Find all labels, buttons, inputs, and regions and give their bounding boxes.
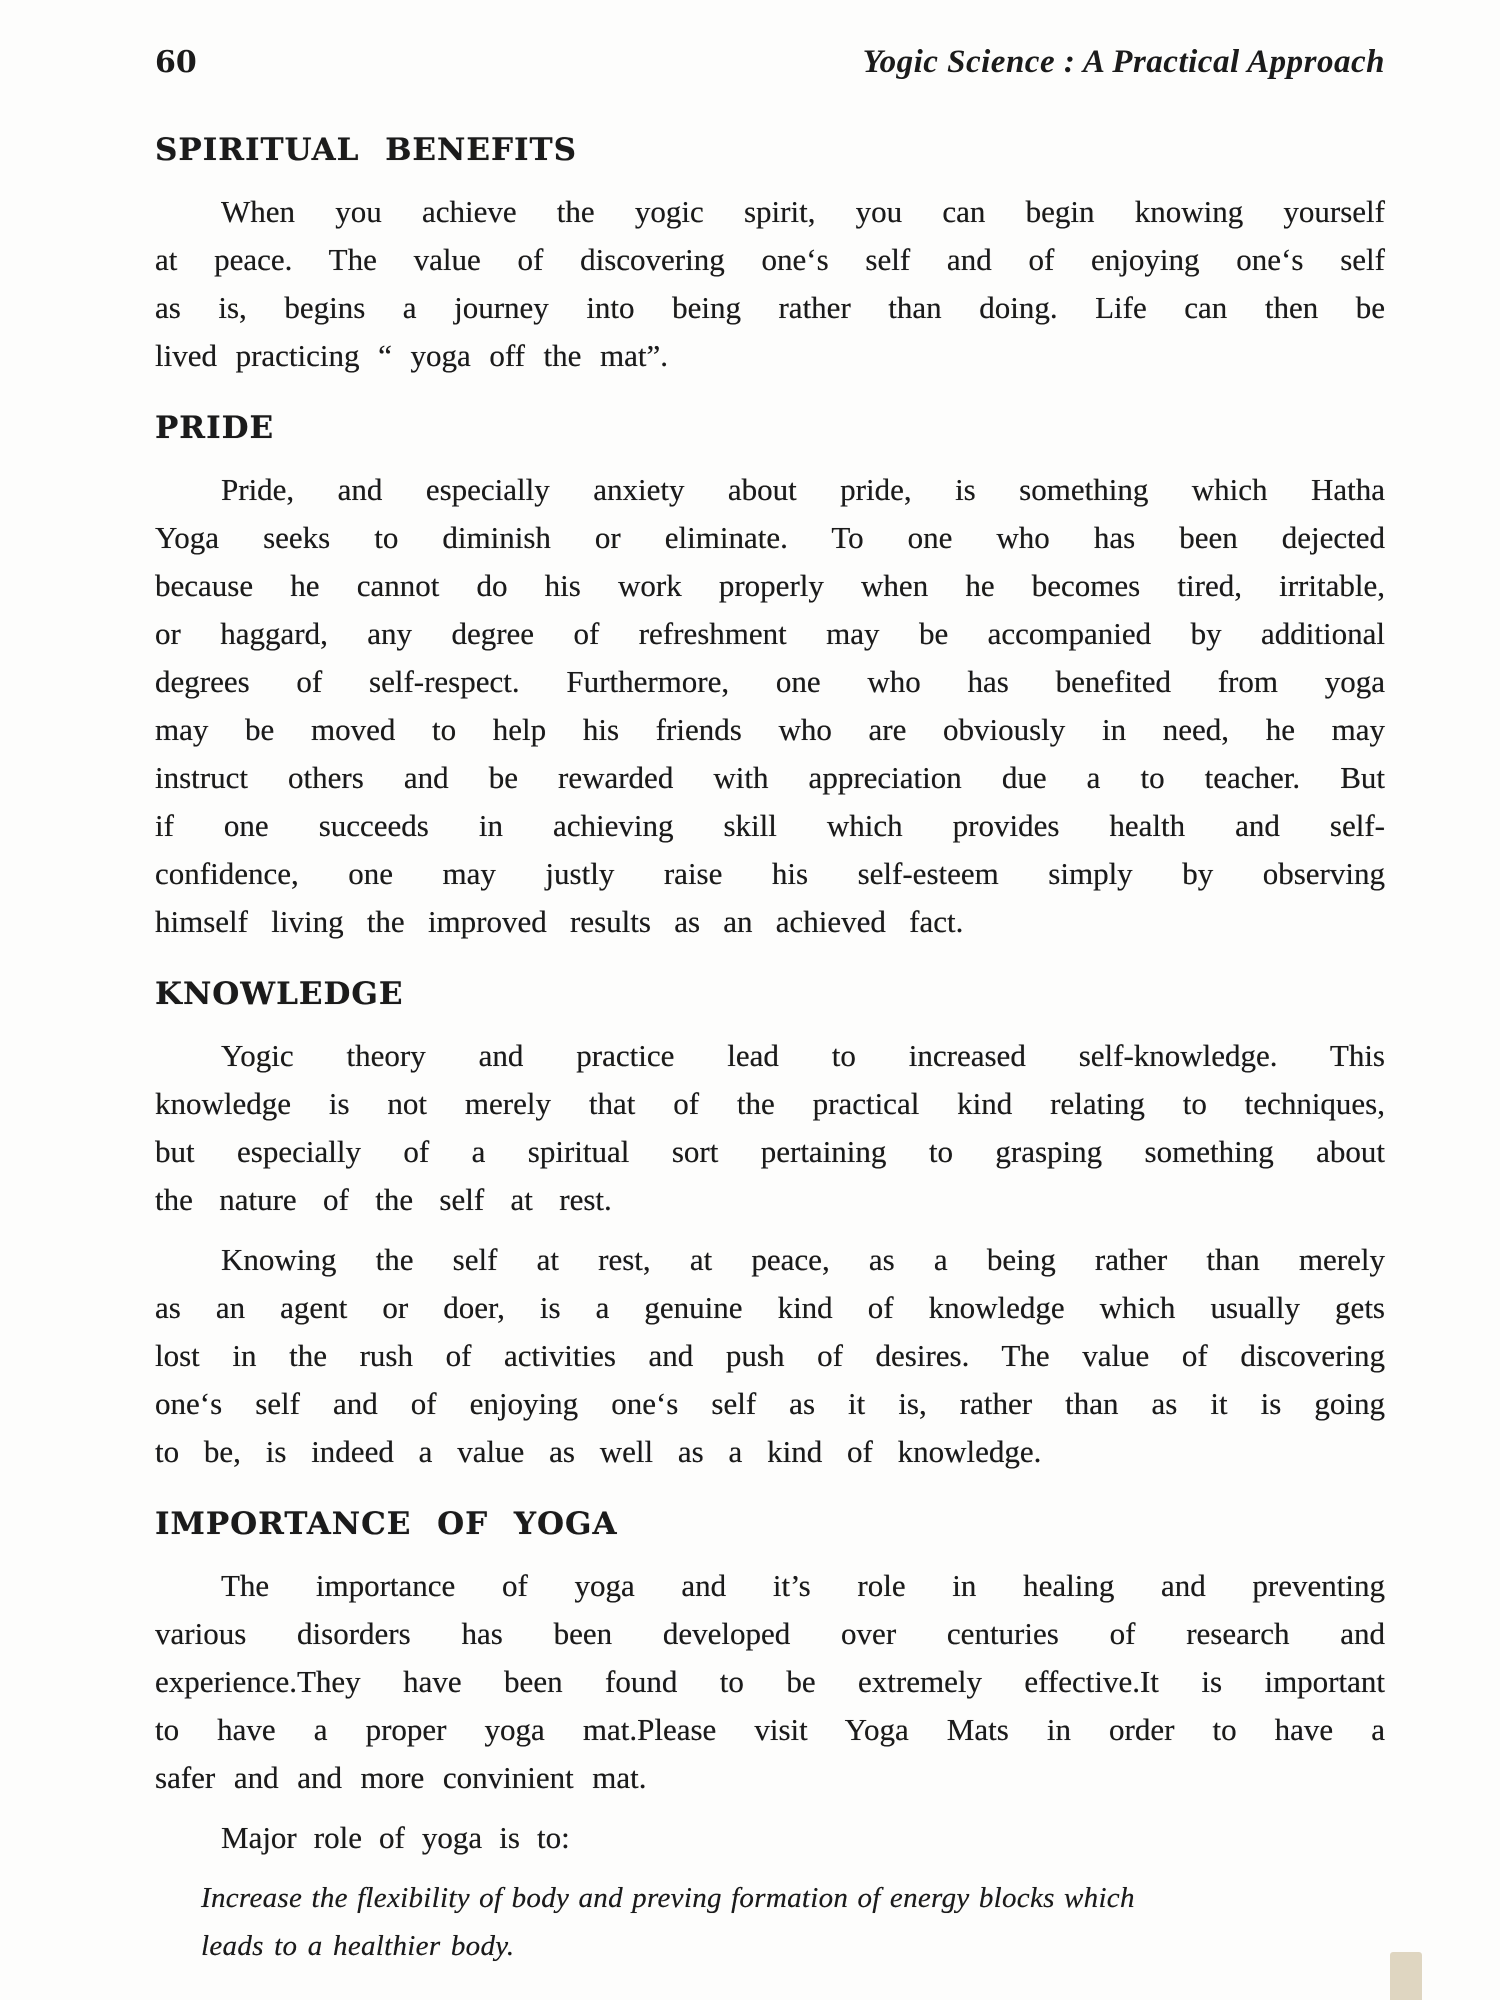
text-line: one‘s self and of enjoying one‘s self as it is, rather than as it is going [155,1386,1385,1421]
text-line: as an agent or doer, is a genuine kind of knowledge which usually gets [155,1290,1385,1325]
paragraph [155,1032,1385,1224]
paragraph [201,1874,1385,1970]
text-line: The importance of yoga and it’s role in healing and preventing [221,1568,1385,1603]
text-line: because he cannot do his work properly when he becomes tired, irritable, [155,568,1385,603]
text-line: or haggard, any degree of refreshment may be accompanied by additional [155,616,1385,651]
text-line: Yogic theory and practice lead to increased self-knowledge. This [221,1038,1385,1073]
text-line: experience.They have been found to be extremely effective.It is important [155,1664,1385,1699]
scan-edge-artifact [1390,1952,1422,2000]
running-title: Yogic Science : A Practical Approach [862,44,1385,80]
paragraph [155,466,1385,946]
text-line: instruct others and be rewarded with appreciation due a to teacher. But [155,760,1385,795]
text-line: may be moved to help his friends who are obviously in need, he may [155,712,1385,747]
text-line: confidence, one may justly raise his self-esteem simply by observing [155,856,1385,891]
text-line: Knowing the self at rest, at peace, as a being rather than merely [221,1242,1385,1277]
text-line: to have a proper yoga mat.Please visit Yoga Mats in order to have a [155,1712,1385,1747]
section-heading: SPIRITUAL BENEFITS [155,132,577,168]
text-line: Increase the flexibility of body and preving formation of energy blocks which [201,1882,1135,1914]
text-line: leads to a healthier body. [201,1930,515,1962]
text-line: safer and and more convinient mat. [155,1760,647,1795]
section-heading: KNOWLEDGE [155,976,404,1012]
text-line: degrees of self-respect. Furthermore, one who has benefited from yoga [155,664,1385,699]
text-line: but especially of a spiritual sort pertaining to grasping something about [155,1134,1385,1169]
paragraph [155,1236,1385,1476]
text-line: Yoga seeks to diminish or eliminate. To one who has been dejected [155,520,1385,555]
text-line: to be, is indeed a value as well as a kind of knowledge. [155,1434,1042,1469]
text-line: if one succeeds in achieving skill which provides health and self- [155,808,1385,843]
text-line: Pride, and especially anxiety about pride, is something which Hatha [221,472,1385,507]
text-line: various disorders has been developed over centuries of research and [155,1616,1385,1651]
section-heading: IMPORTANCE OF YOGA [155,1506,618,1542]
page-content [155,126,1385,1970]
text-line: lived practicing “ yoga off the mat”. [155,338,668,373]
text-line: the nature of the self at rest. [155,1182,612,1217]
paragraph [155,1814,1385,1862]
text-line: When you achieve the yogic spirit, you can begin knowing yourself [221,194,1385,229]
text-line: at peace. The value of discovering one‘s self and of enjoying one‘s self [155,242,1385,277]
running-head [155,38,1385,86]
text-line: Major role of yoga is to: [221,1820,570,1855]
paragraph [155,1562,1385,1802]
text-line: as is, begins a journey into being rather than doing. Life can then be [155,290,1385,325]
text-line: lost in the rush of activities and push of desires. The value of discovering [155,1338,1385,1373]
text-column [155,0,1385,1970]
section-heading: PRIDE [155,410,275,446]
text-line: knowledge is not merely that of the practical kind relating to techniques, [155,1086,1385,1121]
paragraph [155,188,1385,380]
page-number: 60 [155,45,197,80]
text-line: himself living the improved results as an achieved fact. [155,904,964,939]
